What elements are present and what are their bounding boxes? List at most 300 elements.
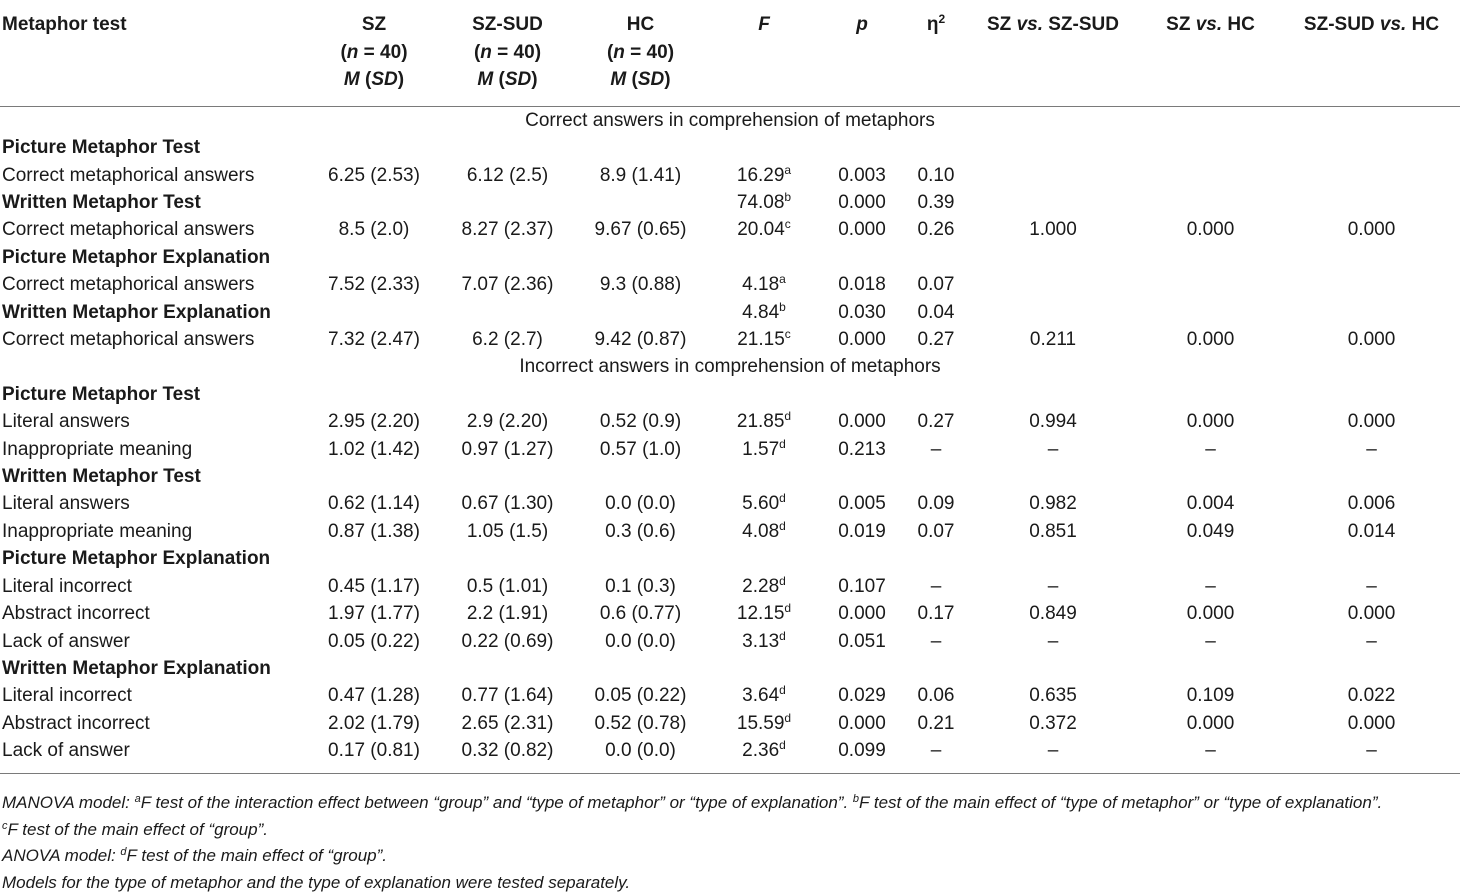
- cell-hc: [573, 655, 708, 682]
- cell-eta2: [904, 134, 968, 161]
- cmp3-vs: vs.: [1380, 14, 1406, 35]
- cell-sz-sud: 2.9 (2.20): [442, 408, 573, 435]
- cell-sz-vs-hc: 0.000: [1138, 326, 1283, 353]
- subheading-row: [0, 463, 1460, 490]
- cell-sz-vs-hc: [1138, 545, 1283, 572]
- f-value: 5.60: [742, 493, 779, 514]
- subheading-row: [0, 299, 1460, 326]
- cell-sz-sud-vs-hc: [1283, 134, 1460, 161]
- cell-hc: 9.67 (0.65): [573, 216, 708, 243]
- cell-sz-sud-vs-hc: 0.006: [1283, 490, 1460, 517]
- f-value: 2.28: [742, 576, 779, 597]
- section-heading: Incorrect answers in comprehension of metaphors: [0, 353, 1460, 380]
- cell-sz-sud-vs-hc: 0.014: [1283, 518, 1460, 545]
- header-sz-sud-stat: M (SD): [442, 66, 573, 94]
- cell-sz: 1.02 (1.42): [306, 436, 442, 463]
- f-value: 4.84: [742, 302, 779, 323]
- cell-f: [708, 271, 820, 298]
- cell-eta2: –: [904, 573, 968, 600]
- cell-hc: 0.3 (0.6): [573, 518, 708, 545]
- cell-f: [708, 463, 820, 490]
- cell-p: 0.000: [820, 710, 904, 737]
- header-sz-vs-hc: [1138, 0, 1283, 106]
- cell-sz-sud: [442, 134, 573, 161]
- cell-eta2: 0.10: [904, 162, 968, 189]
- cell-sz-vs-sz-sud: [968, 545, 1138, 572]
- table-row: [0, 600, 1460, 627]
- subheading-label: Written Metaphor Explanation: [0, 655, 306, 682]
- cell-sz-vs-hc: [1138, 189, 1283, 216]
- cell-p: 0.018: [820, 271, 904, 298]
- cell-sz: 0.47 (1.28): [306, 682, 442, 709]
- cell-f: [708, 600, 820, 627]
- cell-sz-vs-hc: –: [1138, 628, 1283, 655]
- cell-hc: [573, 299, 708, 326]
- cell-sz-sud: [442, 655, 573, 682]
- cell-sz-sud-vs-hc: 0.000: [1283, 408, 1460, 435]
- cell-sz-sud: 0.77 (1.64): [442, 682, 573, 709]
- cell-sz-sud-vs-hc: –: [1283, 628, 1460, 655]
- cell-eta2: [904, 463, 968, 490]
- cell-sz: [306, 189, 442, 216]
- cell-sz: 2.95 (2.20): [306, 408, 442, 435]
- cell-sz-vs-hc: [1138, 134, 1283, 161]
- header-sz-n: (n = 40): [306, 39, 442, 67]
- row-label: Lack of answer: [0, 628, 306, 655]
- cell-f: [708, 573, 820, 600]
- cell-sz: 7.52 (2.33): [306, 271, 442, 298]
- cell-eta2: –: [904, 737, 968, 773]
- header-sz-vs-sz-sud: [968, 0, 1138, 106]
- cell-sz-vs-sz-sud: [968, 271, 1138, 298]
- cell-sz-vs-sz-sud: –: [968, 737, 1138, 773]
- cell-sz-vs-sz-sud: [968, 381, 1138, 408]
- cell-sz-sud: 6.12 (2.5): [442, 162, 573, 189]
- cell-sz-vs-hc: [1138, 463, 1283, 490]
- cell-sz-sud-vs-hc: [1283, 244, 1460, 271]
- header-sz-sud-name: SZ-SUD: [442, 11, 573, 39]
- table-body: [0, 106, 1460, 773]
- cell-f: [708, 655, 820, 682]
- cell-sz-vs-hc: [1138, 244, 1283, 271]
- cmp3-b: HC: [1406, 14, 1439, 35]
- footnote-anova: [2, 843, 1458, 870]
- cell-eta2: 0.26: [904, 216, 968, 243]
- header-eta-sup: 2: [938, 12, 945, 26]
- f-superscript: d: [779, 683, 786, 697]
- cell-sz-sud-vs-hc: 0.022: [1283, 682, 1460, 709]
- cell-sz-vs-hc: –: [1138, 436, 1283, 463]
- cmp2-a: SZ: [1166, 14, 1196, 35]
- cell-p: [820, 381, 904, 408]
- cell-sz-vs-hc: [1138, 271, 1283, 298]
- cell-p: [820, 244, 904, 271]
- cell-sz: [306, 244, 442, 271]
- f-superscript: a: [784, 163, 791, 177]
- f-superscript: c: [785, 327, 791, 341]
- fn-d-text: F test of the main effect of “group”.: [127, 846, 387, 865]
- cell-hc: 0.6 (0.77): [573, 600, 708, 627]
- cell-sz-vs-sz-sud: [968, 162, 1138, 189]
- cell-f: [708, 216, 820, 243]
- header-sz: [306, 0, 442, 106]
- row-label: Literal incorrect: [0, 682, 306, 709]
- f-superscript: d: [784, 711, 791, 725]
- row-label: Correct metaphorical answers: [0, 162, 306, 189]
- cell-sz-vs-sz-sud: 0.372: [968, 710, 1138, 737]
- cell-eta2: 0.09: [904, 490, 968, 517]
- cell-p: 0.099: [820, 737, 904, 773]
- table-footnotes: [2, 790, 1458, 896]
- cell-sz: 8.5 (2.0): [306, 216, 442, 243]
- cell-sz-vs-sz-sud: 0.994: [968, 408, 1138, 435]
- header-hc-stat: M (SD): [573, 66, 708, 94]
- header-eta: [904, 0, 968, 106]
- cell-p: 0.213: [820, 436, 904, 463]
- cell-sz-vs-sz-sud: 0.849: [968, 600, 1138, 627]
- fn-sup-d: d: [120, 846, 126, 858]
- cell-sz-sud: 1.05 (1.5): [442, 518, 573, 545]
- cell-f: [708, 189, 820, 216]
- cell-sz-sud-vs-hc: 0.000: [1283, 326, 1460, 353]
- cell-eta2: 0.04: [904, 299, 968, 326]
- cell-sz-vs-hc: [1138, 299, 1283, 326]
- table-row: [0, 737, 1460, 773]
- cell-p: 0.003: [820, 162, 904, 189]
- cell-eta2: –: [904, 436, 968, 463]
- header-f: [708, 0, 820, 106]
- f-value: 21.15: [737, 329, 785, 350]
- header-p: [820, 0, 904, 106]
- cell-hc: [573, 134, 708, 161]
- cell-sz: 0.17 (0.81): [306, 737, 442, 773]
- cell-p: 0.000: [820, 600, 904, 627]
- fn-b-text: F test of the main effect of “type of metaphor” or “type of explanation”.: [859, 793, 1382, 812]
- subheading-label: Written Metaphor Explanation: [0, 299, 306, 326]
- cell-sz-sud-vs-hc: [1283, 655, 1460, 682]
- f-superscript: d: [784, 409, 791, 423]
- cell-sz: 7.32 (2.47): [306, 326, 442, 353]
- cell-hc: [573, 189, 708, 216]
- table-row: [0, 490, 1460, 517]
- cell-sz-vs-hc: –: [1138, 737, 1283, 773]
- cell-sz-vs-hc: [1138, 162, 1283, 189]
- cell-sz: [306, 299, 442, 326]
- cell-f: [708, 326, 820, 353]
- cell-hc: [573, 244, 708, 271]
- row-label: Correct metaphorical answers: [0, 271, 306, 298]
- f-superscript: d: [779, 437, 786, 451]
- cmp1-a: SZ: [987, 14, 1017, 35]
- row-label: Literal answers: [0, 408, 306, 435]
- cell-sz-sud: [442, 545, 573, 572]
- f-value: 12.15: [737, 603, 785, 624]
- row-label: Literal answers: [0, 490, 306, 517]
- cell-hc: 0.52 (0.78): [573, 710, 708, 737]
- cell-eta2: 0.27: [904, 326, 968, 353]
- cell-sz-vs-hc: 0.000: [1138, 710, 1283, 737]
- cell-sz: [306, 134, 442, 161]
- cell-f: [708, 490, 820, 517]
- cell-sz-vs-sz-sud: [968, 655, 1138, 682]
- table-row: [0, 710, 1460, 737]
- cell-hc: 0.0 (0.0): [573, 737, 708, 773]
- cell-f: [708, 134, 820, 161]
- table-header: [0, 0, 1460, 106]
- cell-sz-sud: 0.22 (0.69): [442, 628, 573, 655]
- header-p-label: p: [856, 14, 868, 35]
- cell-hc: 8.9 (1.41): [573, 162, 708, 189]
- cell-sz-sud-vs-hc: [1283, 162, 1460, 189]
- cell-hc: 0.1 (0.3): [573, 573, 708, 600]
- header-metaphor-test: Metaphor test: [0, 0, 306, 106]
- cell-sz-vs-sz-sud: –: [968, 573, 1138, 600]
- cell-p: [820, 655, 904, 682]
- f-value: 3.64: [742, 685, 779, 706]
- section-heading: Correct answers in comprehension of metaphors: [0, 106, 1460, 134]
- cell-sz-sud: 2.65 (2.31): [442, 710, 573, 737]
- subheading-row: [0, 134, 1460, 161]
- table-row: [0, 682, 1460, 709]
- cell-p: 0.019: [820, 518, 904, 545]
- cell-sz-vs-hc: [1138, 381, 1283, 408]
- fn-c-text: F test of the main effect of “group”.: [8, 820, 268, 839]
- cell-sz-sud-vs-hc: [1283, 463, 1460, 490]
- cmp3-a: SZ-SUD: [1304, 14, 1380, 35]
- cell-sz-vs-sz-sud: [968, 134, 1138, 161]
- cell-sz-sud-vs-hc: [1283, 545, 1460, 572]
- cell-sz: 1.97 (1.77): [306, 600, 442, 627]
- subheading-row: [0, 545, 1460, 572]
- cell-hc: 0.05 (0.22): [573, 682, 708, 709]
- header-f-label: F: [758, 14, 770, 35]
- cell-p: [820, 463, 904, 490]
- cell-sz-vs-sz-sud: 1.000: [968, 216, 1138, 243]
- cell-sz-vs-sz-sud: [968, 189, 1138, 216]
- f-superscript: d: [779, 519, 786, 533]
- cell-sz: 6.25 (2.53): [306, 162, 442, 189]
- cell-eta2: [904, 381, 968, 408]
- cell-f: [708, 682, 820, 709]
- f-value: 3.13: [742, 631, 779, 652]
- cell-p: 0.000: [820, 189, 904, 216]
- fn-manova-label: MANOVA model:: [2, 793, 135, 812]
- subheading-label: Picture Metaphor Test: [0, 381, 306, 408]
- cell-eta2: 0.39: [904, 189, 968, 216]
- cell-p: 0.005: [820, 490, 904, 517]
- cell-eta2: 0.27: [904, 408, 968, 435]
- cell-f: [708, 518, 820, 545]
- header-sz-sud-vs-hc: [1283, 0, 1460, 106]
- header-sz-sud-n: (n = 40): [442, 39, 573, 67]
- f-value: 16.29: [737, 165, 785, 186]
- cell-p: 0.029: [820, 682, 904, 709]
- fn-anova-label: ANOVA model:: [2, 846, 120, 865]
- fn-sup-b: b: [853, 793, 859, 805]
- cell-p: 0.000: [820, 326, 904, 353]
- cell-sz: 0.87 (1.38): [306, 518, 442, 545]
- cell-sz-sud-vs-hc: –: [1283, 737, 1460, 773]
- subheading-row: [0, 244, 1460, 271]
- cell-p: 0.000: [820, 408, 904, 435]
- cell-sz-sud-vs-hc: –: [1283, 436, 1460, 463]
- cell-sz-sud: [442, 299, 573, 326]
- cell-sz-vs-hc: 0.000: [1138, 216, 1283, 243]
- row-label: Abstract incorrect: [0, 600, 306, 627]
- cell-sz: [306, 381, 442, 408]
- cell-sz-sud-vs-hc: [1283, 381, 1460, 408]
- cell-sz-sud: [442, 381, 573, 408]
- cell-sz-vs-sz-sud: 0.851: [968, 518, 1138, 545]
- cell-sz: 0.45 (1.17): [306, 573, 442, 600]
- cell-sz-vs-hc: 0.049: [1138, 518, 1283, 545]
- cell-sz: [306, 545, 442, 572]
- f-superscript: d: [779, 738, 786, 752]
- header-sz-sud: [442, 0, 573, 106]
- f-value: 21.85: [737, 411, 785, 432]
- cell-f: [708, 381, 820, 408]
- cell-sz-vs-sz-sud: –: [968, 628, 1138, 655]
- cmp2-vs: vs.: [1196, 14, 1222, 35]
- cell-hc: [573, 381, 708, 408]
- cmp1-vs: vs.: [1017, 14, 1043, 35]
- f-value: 15.59: [737, 713, 785, 734]
- header-sz-stat: M (SD): [306, 66, 442, 94]
- cell-sz-sud: 0.97 (1.27): [442, 436, 573, 463]
- footnote-c: [2, 817, 1458, 844]
- cmp2-b: HC: [1222, 14, 1255, 35]
- cell-sz-sud: 7.07 (2.36): [442, 271, 573, 298]
- cell-sz-sud: [442, 189, 573, 216]
- header-hc-n: (n = 40): [573, 39, 708, 67]
- table-row: [0, 271, 1460, 298]
- f-superscript: a: [779, 272, 786, 286]
- cell-eta2: 0.07: [904, 271, 968, 298]
- cell-sz: 0.05 (0.22): [306, 628, 442, 655]
- table-row: [0, 628, 1460, 655]
- header-eta-label: η: [927, 14, 939, 35]
- cell-p: 0.030: [820, 299, 904, 326]
- cell-f: [708, 408, 820, 435]
- cell-sz-sud-vs-hc: 0.000: [1283, 710, 1460, 737]
- f-superscript: b: [779, 300, 786, 314]
- cell-sz-vs-sz-sud: 0.211: [968, 326, 1138, 353]
- cell-p: [820, 134, 904, 161]
- cell-sz-sud: 2.2 (1.91): [442, 600, 573, 627]
- cell-sz-vs-hc: 0.000: [1138, 408, 1283, 435]
- cell-sz-vs-sz-sud: –: [968, 436, 1138, 463]
- section-heading-row: [0, 106, 1460, 134]
- cell-eta2: 0.17: [904, 600, 968, 627]
- cell-sz-sud: 0.32 (0.82): [442, 737, 573, 773]
- row-label: Inappropriate meaning: [0, 518, 306, 545]
- cell-eta2: 0.21: [904, 710, 968, 737]
- row-label: Inappropriate meaning: [0, 436, 306, 463]
- f-superscript: d: [779, 574, 786, 588]
- cell-eta2: 0.06: [904, 682, 968, 709]
- cell-f: [708, 628, 820, 655]
- cell-sz-vs-sz-sud: [968, 244, 1138, 271]
- cell-sz-sud: [442, 244, 573, 271]
- cell-sz-vs-sz-sud: [968, 299, 1138, 326]
- cell-hc: 0.0 (0.0): [573, 628, 708, 655]
- cell-p: [820, 545, 904, 572]
- cell-sz: 2.02 (1.79): [306, 710, 442, 737]
- fn-sup-c: c: [2, 820, 8, 832]
- f-value: 4.18: [742, 274, 779, 295]
- cell-sz: [306, 655, 442, 682]
- cell-sz-sud-vs-hc: –: [1283, 573, 1460, 600]
- cell-hc: 0.0 (0.0): [573, 490, 708, 517]
- cell-sz-sud: 6.2 (2.7): [442, 326, 573, 353]
- cmp1-b: SZ-SUD: [1043, 14, 1119, 35]
- header-sz-name: SZ: [306, 11, 442, 39]
- subheading-label: Picture Metaphor Test: [0, 134, 306, 161]
- cell-eta2: [904, 244, 968, 271]
- cell-sz-sud-vs-hc: 0.000: [1283, 600, 1460, 627]
- cell-hc: [573, 463, 708, 490]
- section-heading-row: [0, 353, 1460, 380]
- row-label: Literal incorrect: [0, 573, 306, 600]
- f-value: 4.08: [742, 521, 779, 542]
- table-row: [0, 408, 1460, 435]
- cell-sz-sud: [442, 463, 573, 490]
- subheading-row: [0, 381, 1460, 408]
- table-row: [0, 518, 1460, 545]
- cell-sz-vs-sz-sud: 0.635: [968, 682, 1138, 709]
- table-row: [0, 162, 1460, 189]
- f-value: 1.57: [742, 439, 779, 460]
- header-hc-name: HC: [573, 11, 708, 39]
- f-superscript: c: [785, 217, 791, 231]
- cell-sz-sud-vs-hc: [1283, 299, 1460, 326]
- cell-eta2: 0.07: [904, 518, 968, 545]
- cell-hc: 0.52 (0.9): [573, 408, 708, 435]
- cell-sz-sud-vs-hc: [1283, 189, 1460, 216]
- cell-p: 0.000: [820, 216, 904, 243]
- f-superscript: d: [779, 629, 786, 643]
- f-superscript: d: [784, 601, 791, 615]
- cell-eta2: [904, 545, 968, 572]
- cell-f: [708, 244, 820, 271]
- subheading-row: [0, 655, 1460, 682]
- fn-sup-a: a: [135, 793, 141, 805]
- cell-hc: 0.57 (1.0): [573, 436, 708, 463]
- cell-sz-sud: 0.67 (1.30): [442, 490, 573, 517]
- table-row: [0, 326, 1460, 353]
- cell-sz-vs-sz-sud: 0.982: [968, 490, 1138, 517]
- table-row: [0, 436, 1460, 463]
- row-label: Lack of answer: [0, 737, 306, 773]
- cell-sz-sud: 0.5 (1.01): [442, 573, 573, 600]
- cell-f: [708, 436, 820, 463]
- cell-sz-sud: 8.27 (2.37): [442, 216, 573, 243]
- cell-sz-vs-hc: [1138, 655, 1283, 682]
- footnote-models: Models for the type of metaphor and the type of explanation were tested separately.: [2, 870, 1458, 896]
- f-value: 74.08: [737, 192, 785, 213]
- cell-hc: 9.3 (0.88): [573, 271, 708, 298]
- cell-sz: 0.62 (1.14): [306, 490, 442, 517]
- subheading-label: Picture Metaphor Explanation: [0, 545, 306, 572]
- cell-f: [708, 162, 820, 189]
- cell-p: 0.051: [820, 628, 904, 655]
- cell-sz-sud-vs-hc: 0.000: [1283, 216, 1460, 243]
- cell-sz-vs-sz-sud: [968, 463, 1138, 490]
- cell-sz-vs-hc: 0.109: [1138, 682, 1283, 709]
- cell-eta2: [904, 655, 968, 682]
- subheading-label: Written Metaphor Test: [0, 189, 306, 216]
- f-superscript: d: [779, 491, 786, 505]
